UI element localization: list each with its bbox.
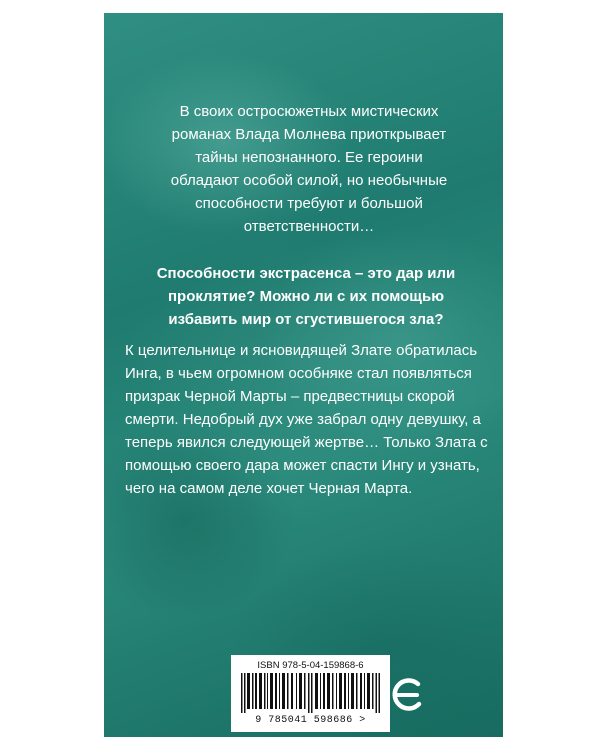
- eksmo-e-logo-icon: [389, 675, 423, 715]
- book-back-cover: [104, 13, 503, 737]
- blurb-paragraph: К целительнице и ясновидящей Злате обратилась Инга, в чьем огромном особняке стал появляться призрак Черной Марты – предвестницы скорой смерти. Недобрый дух уже забрал одну девушку, а теперь явился следующей жертве… Только Злата с помощью своего дара может спасти Ингу и узнать, чего на самом деле хочет Черная Марта.: [125, 342, 488, 497]
- tagline-paragraph: Способности экстрасенса – это дар или проклятие? Можно ли с их помощью избавить мир от сгустившегося зла?: [156, 265, 456, 328]
- barcode-icon: [241, 673, 380, 713]
- isbn-label: ISBN 978-5-04-159868-6: [257, 660, 364, 671]
- barcode-box: [231, 655, 390, 732]
- intro-paragraph: В своих остросюжетных мистических романах Влада Молнева приоткрывает тайны непознанного. Ее героини обладают особой силой, но необычные способности требуют и большой ответственности…: [170, 103, 448, 235]
- barcode-digits: 9 785041 598686 >: [255, 715, 366, 726]
